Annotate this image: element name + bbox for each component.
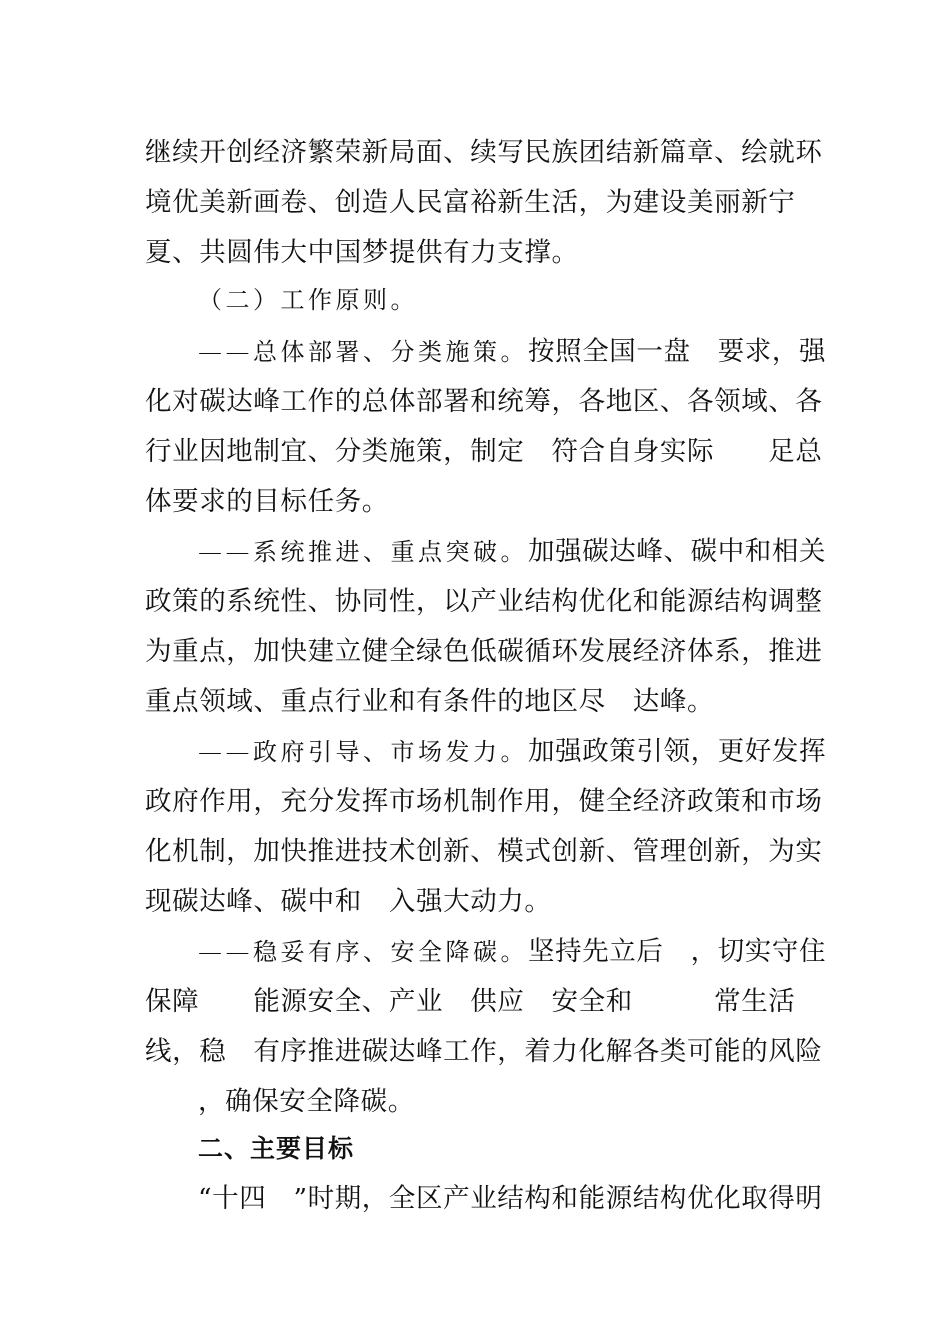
principle-1-first-line [198,327,825,377]
principle-2-lead: ——系统推进、重点突破。 [198,538,528,566]
goals-line-1: “十四 ”时期，全区产业结构和能源结构优化取得明 [198,1183,823,1214]
principle-3-text: 加强政策引领，更好发挥 [528,736,827,767]
principle-1-line-3: 行业因地制宜、分类施策，制定 符合自身实际 足总 [145,436,823,467]
principle-4-line-4: ，确保安全降碳。 [198,1086,415,1117]
principle-1-text: 按照全国一盘 要求，强 [528,336,827,367]
principle-2-line-3: 为重点，加快建立健全绿色低碳循环发展经济体系，推进 [145,636,823,667]
intro-line-2: 境优美新画卷、创造人民富裕新生活，为建设美丽新宁 [145,187,796,218]
principle-4-first-line [198,927,825,977]
principle-3-lead: ——政府引导、市场发力。 [198,738,528,766]
principle-4-text: 坚持先立后 ，切实守住 [528,936,827,967]
principle-4-line-3: 线，稳 有序推进碳达峰工作，着力化解各类可能的风险 [145,1036,823,1067]
intro-line-3: 夏、共圆伟大中国梦提供有力支撑。 [145,237,579,268]
principle-3-line-4: 现碳达峰、碳中和 入强大动力。 [145,886,552,917]
principle-1-lead: ——总体部署、分类施策。 [198,338,528,366]
main-goals-heading: 二、主要目标 [198,1134,355,1163]
principle-3-first-line [198,727,825,777]
principle-1-line-2: 化对碳达峰工作的总体部署和统筹，各地区、各领域、各 [145,386,823,417]
principle-4-lead: ——稳妥有序、安全降碳。 [198,938,528,966]
principle-2-line-2: 政策的系统性、协同性，以产业结构优化和能源结构调整 [145,586,823,617]
principle-2-line-4: 重点领域、重点行业和有条件的地区尽 达峰。 [145,686,715,717]
principle-3-line-2: 政府作用，充分发挥市场机制作用，健全经济政策和市场 [145,786,823,817]
principle-2-first-line [198,527,825,577]
principle-3-line-3: 化机制，加快推进技术创新、模式创新、管理创新，为实 [145,836,823,867]
principle-1-line-4: 体要求的目标任务。 [145,486,389,517]
principles-subheading: （二）工作原则。 [198,286,418,314]
intro-line-1: 继续开创经济繁荣新局面、续写民族团结新篇章、绘就环 [145,137,823,168]
principle-4-line-2: 保障 能源安全、产业 供应 安全和 常生活 [145,986,796,1017]
principle-2-text: 加强碳达峰、碳中和相关 [528,536,827,567]
